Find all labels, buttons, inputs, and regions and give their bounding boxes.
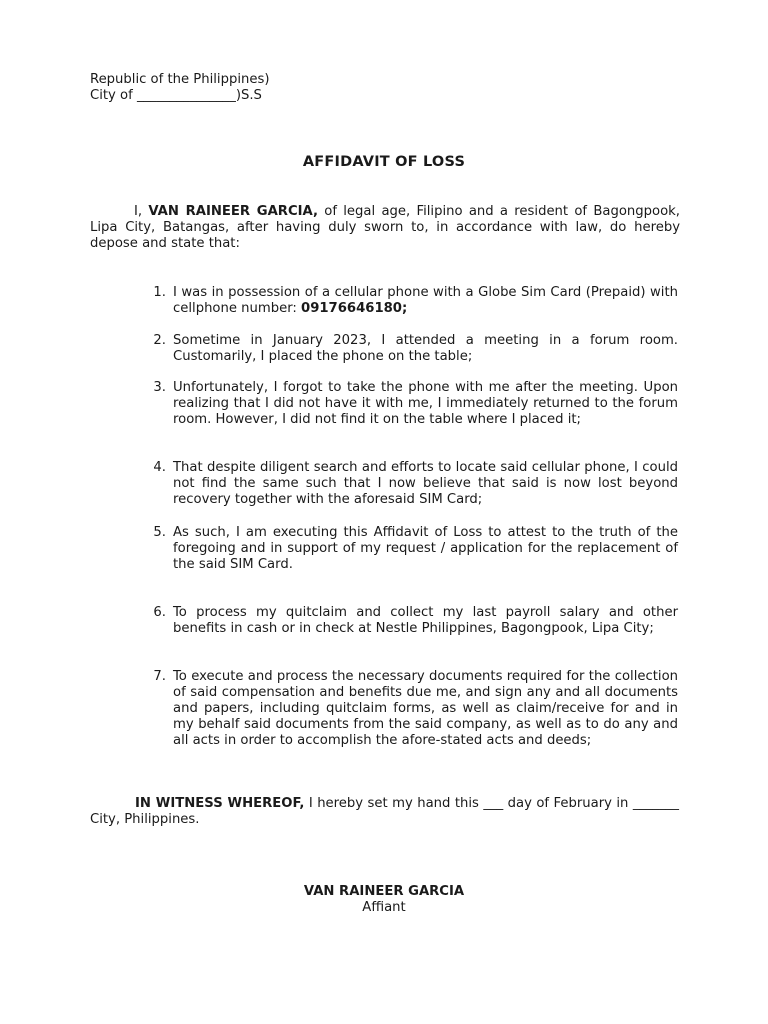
list-item-text: That despite diligent search and efforts to locate said cellular phone, I could not find the same such that I now believe that said is now lost beyond recovery together with the aforesaid SIM Card; [173, 460, 678, 507]
affiant-name-intro: VAN RAINEER GARCIA, [148, 204, 318, 219]
signature-block [0, 884, 768, 916]
witness-paragraph [90, 796, 679, 828]
list-item-1 [140, 285, 678, 317]
list-item-text: Sometime in January 2023, I attended a meeting in a forum room. Customarily, I placed the phone on the table; [173, 333, 678, 364]
list-item-4 [140, 460, 678, 508]
witness-heading: IN WITNESS WHEREOF, [135, 796, 305, 811]
list-item-number: 4. [153, 460, 166, 475]
list-item-number: 3. [153, 380, 166, 395]
list-item-number: 6. [153, 605, 166, 620]
list-item-text: Unfortunately, I forgot to take the phone with me after the meeting. Upon realizing that I did not have it with me, I immediately returned to the forum room. However, I did not find it on the table where I placed it; [173, 380, 678, 427]
list-item-text: To process my quitclaim and collect my last payroll salary and other benefits in cash or in check at Nestle Philippines, Bagongpook, Lipa City; [173, 605, 678, 636]
list-item-text-body: I was in possession of a cellular phone with a Globe Sim Card (Prepaid) with cellphone number: [173, 285, 678, 316]
witness-text: I hereby set my hand this ___ day of February in _______ City, Philippines. [90, 796, 679, 827]
venue-line-republic: Republic of the Philippines) [90, 72, 270, 87]
document-title: AFFIDAVIT OF LOSS [302, 154, 466, 170]
list-item-7 [140, 669, 678, 749]
list-item-2 [140, 333, 678, 365]
list-item-number: 7. [153, 669, 166, 684]
list-item-6 [140, 605, 678, 637]
list-item-text [166, 285, 678, 317]
list-item-number: 1. [153, 285, 166, 300]
list-item-3 [140, 380, 678, 428]
list-item-text: To execute and process the necessary documents required for the collection of said compensation and benefits due me, and sign any and all documents and papers, including quitclaim forms, as well as claim/receive for and in my behalf said documents from the said company, as well as to do any and all acts in order to accomplish the afore-stated acts and deeds; [173, 669, 678, 748]
list-item-5 [140, 525, 678, 573]
list-item-text: As such, I am executing this Affidavit of Loss to attest to the truth of the foregoing and in support of my request / application for the replacement of the said SIM Card. [173, 525, 678, 572]
intro-rest: of legal age, Filipino and a resident of Bagongpook, Lipa City, Batangas, after having duly sworn to, in accordance with law, do hereby depose and state that: [90, 204, 680, 251]
cellphone-number: 09176646180; [301, 301, 408, 316]
affiant-label: Affiant [362, 900, 406, 915]
affiant-name: VAN RAINEER GARCIA [303, 884, 465, 899]
list-item-number: 5. [153, 525, 166, 540]
list-item-number: 2. [153, 333, 166, 348]
intro-pronoun: I, [134, 204, 149, 219]
venue-block [90, 72, 490, 104]
intro-paragraph [90, 204, 680, 252]
venue-line-city: City of _______________)S.S [90, 88, 262, 103]
